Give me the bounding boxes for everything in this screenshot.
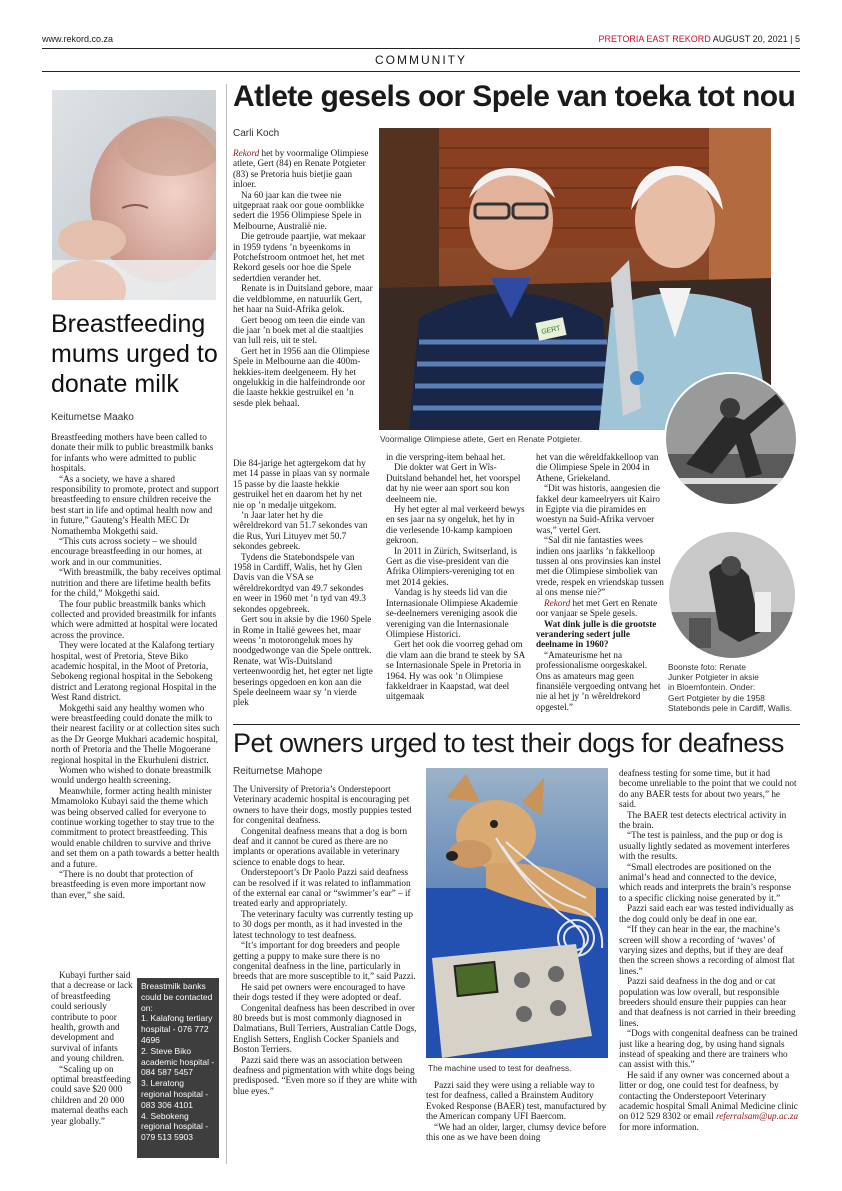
article1-paragraph: Vandag is hy steeds lid van die Internasionale Olimpiese Akademie se-deelnemers vereniging asook die vereniging van die Internasionale Olimpiese Historici. — [386, 587, 518, 639]
paragraph-text: het by voormalige Olimpiese atlete, Gert (84) en Renate Potgieter (83) se Pretoria huis bietjie gaan inloer. — [233, 148, 369, 190]
breastmilk-bank-contacts — [137, 978, 219, 1158]
article1-paragraph: Gert beoog om teen die einde van die jaar ’n boek met al die staaltjies van lull reis, uit te stel. — [233, 314, 365, 346]
article2-paragraph: Pazzi said deafness in the dog and or cat population was low overall, but responsible breeders should ensure their puppies can hear and that deafness is not carried in their breeding lines. — [619, 976, 796, 1028]
article1-paragraph: Na 60 jaar kan die twee nie uitgepraat raak oor goue oomblikke sedert die 1956 Olimpiese Spele in Melbourne, Australië nie. — [233, 189, 365, 231]
infobox-line: 2. Steve Biko academic hospital - 084 587 5457 — [141, 1045, 215, 1078]
sidebar-paragraph: Mokgethi said any healthy women who were breastfeeding could donate the milk to their nearest facility or at collection sites such as the Dr George Mukhari academic hospital, north of Pretoria and the Thelle Mogoerane regional hospital in the Ekurhuleni district. — [51, 702, 220, 765]
sidebar-paragraph: Breastfeeding mothers have been called to donate their milk to public breastmilk banks for infants who were admitted to public hospitals. — [51, 432, 214, 474]
rekord-lead: Rekord — [233, 148, 260, 158]
article1-paragraph: Die getroude paartjie, wat mekaar in 1959 tydens ’n byeenkoms in Potchefstroom ontmoet het, het met Rekord gesels oor hoe die Spele sedertdien verander het. — [233, 231, 366, 283]
article1-headline: Atlete gesels oor Spele van toeka tot nou — [233, 80, 796, 113]
website-url: www.rekord.co.za — [42, 34, 114, 44]
article1-paragraph: in die verspring-item behaal het. — [386, 452, 506, 462]
couple-photo-caption: Voormalige Olimpiese atlete, Gert en Renate Potgieter. — [380, 434, 583, 444]
dog-deafness-test-photo — [426, 768, 608, 1058]
article1-paragraph: Hy het egter al mal verkeerd bewys en ses jaar na sy ongeluk, het hy in die verlesende 10-kamp kampioen gekroon. — [386, 504, 525, 546]
sidebar-paragraph: Women who wished to donate breastmilk would undergo health screening. — [51, 765, 212, 786]
article2-paragraph: “We had an older, larger, clumsy device before this one as we have been doing — [426, 1121, 607, 1143]
article2-paragraph: “Small electrodes are positioned on the animal’s head and connected to the device, which reads and interprets the brain’s response to a specific clicking noise generated by it.” — [619, 861, 791, 903]
rekord-lead: Rekord — [544, 597, 571, 608]
paragraph-text: for more information. — [619, 1121, 699, 1132]
article2-paragraph: The BAER test detects electrical activity in the brain. — [619, 809, 787, 831]
masthead-separator: | — [790, 34, 793, 44]
sidebar-headline: Breastfeeding mums urged to donate milk — [51, 310, 218, 398]
article1-col2 — [233, 458, 373, 720]
column-divider — [226, 84, 227, 1164]
caption-line: Junker Potgieter in aksie — [668, 672, 759, 683]
article1-paragraph — [536, 598, 664, 619]
article1-paragraph: Gert het in 1956 aan die Olimpiese Spele in Melbourne aan die 400m-hekkies-item deelgeneem. Hy het ongelukkig in die halfeindronde oor die laaste hekkie gestruikel en ’n sesde plek behaal. — [233, 345, 370, 408]
issue-date: AUGUST 20, 2021 — [712, 34, 788, 44]
publication-name: PRETORIA EAST REKORD — [598, 34, 711, 44]
article1-paragraph: het van die wêreldfakkelloop van die Olimpiese Spele in 2004 in Athene, Griekeland. — [536, 452, 659, 483]
question-text: Wat dink julle is die grootste verandering sedert julle deelname in 1960? — [536, 618, 657, 650]
article2-paragraph: “The test is painless, and the pup or dog is usually lightly sedated as movement interferes with the results. — [619, 830, 790, 862]
masthead-right — [599, 34, 800, 44]
article2-paragraph — [619, 1070, 799, 1132]
caption-line: in Bloemfontein. Onder: — [668, 682, 756, 693]
page-number: 5 — [794, 34, 800, 44]
paragraph-text: He said if any owner was concerned about a litter or dog, one could test for deafness, by contacting the Onderstepoort Veterinary academic hospital Small Animal Medicine clinic on 012 529 8302 or email — [619, 1069, 798, 1122]
article2-byline: Reitumetse Mahope — [233, 766, 323, 777]
article2-paragraph: The veterinary faculty was currently testing up to 30 dogs per month, as it had invested in the latest technology to test deafness. — [233, 908, 413, 940]
article2-col3 — [619, 768, 799, 1160]
article1-paragraph: “Amateurisme het na professionalisme oorgeskakel. Ons as amateurs mag geen finansiële vergoeding ontvang het nie al het jy ’n wêreldrekord opgestel.” — [536, 649, 661, 712]
article-divider — [233, 724, 800, 725]
sidebar-paragraph: “This cuts across society – we should encourage breastfeeding in our homes, at work and in our communities. — [51, 536, 203, 567]
sidebar-paragraph: “There is no doubt that protection of breastfeeding is even more important now than ever,” she said. — [51, 869, 206, 900]
name-tag-label: GERT — [540, 325, 562, 336]
baby-photo — [52, 90, 216, 300]
sidebar-paragraph: “Scaling up on optimal breastfeeding could save $20 000 children and 20 000 maternal deaths each year globally.” — [51, 1063, 131, 1126]
article2-headline: Pet owners urged to test their dogs for deafness — [233, 728, 784, 758]
section-label: COMMUNITY — [375, 53, 467, 67]
article1-col4 — [536, 452, 664, 720]
article2-paragraph: “If they can hear in the ear, the machine’s screen will show a recording of ‘waves’ of varying sizes and depths, but if they are deaf then the screen shows a recording of almost flat lines.” — [619, 924, 795, 976]
article2-paragraph: deafness testing for some time, but it had become unreliable to the point that we could not do any BAER tests for about two years,” he said. — [619, 768, 797, 810]
infobox-line: Breastmilk banks could be contacted on: — [141, 981, 213, 1013]
article2-paragraph: The University of Pretoria’s Onderstepoort Veterinary academic hospital is encouraging pet owners to have their dogs, mostly puppies tested for congenital deafness. — [233, 784, 412, 826]
paragraph-text: het met Gert en Renate oor vanjaar se Spele gesels. — [536, 597, 658, 619]
sidebar-paragraph: “As a society, we have a shared responsibility to promote, protect and support breastfeeding to ensure children receive the best start in life and optimal health now and in future,” Gauteng’s Health MEC Dr Nomathemba Mokgethi said. — [51, 473, 219, 536]
article1-col1 — [233, 148, 373, 458]
cardiff-inset-photo — [667, 530, 797, 660]
article1-paragraph: “Sal dit nie fantasties wees indien ons jaarliks ’n fakkelloop tussen al ons provinsies kan instel met die Olimpiese simboliek van vrede, respek en vriendskap tussen al ons mense nie?” — [536, 535, 664, 598]
sidebar-body-narrow — [51, 970, 133, 1158]
sidebar-paragraph: “With breastmilk, the baby receives optimal nutrition and there are lifetime health befits for the child,” Mokgethi said. — [51, 567, 221, 599]
article1-byline: Carli Koch — [233, 128, 280, 139]
interview-question — [536, 619, 664, 650]
article1-col3 — [386, 452, 526, 720]
article1-paragraph: Gert het ook die voorreg gehad om die vlam aan die brand te steek by SA se Internasionale Spele in Pretoria in 1964. Hy was ook ’n Olimpiese fakkeldraer in Kaapstad, wat deel uitgemaak — [386, 639, 525, 702]
article2-paragraph: Congenital deafness has been described in over 80 breeds but is most commonly diagnosed in Dalmatians, Bull Terriers, Australian Cattle Dogs, English Setters, English Cocker Spaniels and Boston Terriers. — [233, 1002, 417, 1055]
article2-paragraph: Onderstepoort’s Dr Paolo Pazzi said deafness can be resolved if it was related to inflammation of the external ear canal or “swimmer’s ear” – if treated early and appropriately. — [233, 867, 411, 909]
article1-paragraph: Gert sou in aksie by die 1960 Spele in Rome in Italië gewees het, maar weens ’n motorongeluk moes hy noodgedwonge van die Spele onttrek. Renate, wat Wîs-Duitsland verteenwoordig het, het egter net ligte beserings opgedoen en kon aan die Spele deelneem waar sy ’n vierde plek — [233, 614, 373, 708]
sidebar-paragraph: The four public breastmilk banks which collected and provided breastmilk for infants which were admitted at hospital were located across the province. — [51, 598, 218, 640]
article1-paragraph: In 2011 in Zürich, Switserland, is Gert as die vise-president van die Afrika Olimpiers-vereniging tot en met 2014 gekies. — [386, 545, 517, 587]
article1-paragraph: Die 84-jarige het agtergekom dat hy met 14 passe in plaas van sy normale 15 passe by die laaste hekkie gestruikel het en daarom het hy net nie op ’n medalje uitgekom. — [233, 458, 370, 510]
article2-col2 — [426, 1080, 608, 1160]
article2-paragraph: “Dogs with congenital deafness can be trained just like a hearing dog, by using hand signals instead of speaking and there are trainers who can assist with this.” — [619, 1028, 798, 1070]
infobox-line: 4. Sebokeng regional hospital - 079 513 5903 — [141, 1110, 209, 1143]
article1-paragraph: “Dit was historis, aangesien die fakkel deur kameelryers uit Kairo in Egipte via die piramides en woestyn na Suid-Afrika vervoer was,” vertel Gert. — [536, 483, 661, 535]
article1-paragraph: Tydens die Statebondspele van 1958 in Cardiff, Walis, het hy Glen Davis van die VSA se wêreldrekordtyd van 49.7 sekondes en weer in 1960 met ’n tyd van 49.3 sekondes opgebreek. — [233, 551, 366, 614]
caption-line: Statebonds pele in Cardiff, Wallis. — [668, 702, 793, 713]
inset-photos-caption — [668, 662, 802, 713]
article1-paragraph: ’n Jaar later het hy die wêreldrekord van 51.7 sekondes van die Rus, Yuri Lituyev met 50.7 sekondes gebreek. — [233, 510, 368, 552]
dog-photo-caption: The machine used to test for deafness. — [428, 1063, 572, 1073]
article2-paragraph: Pazzi said they were using a reliable way to test for deafness, called a Brainstem Auditory Evoked Response (BAER) test, manufactured by the American company UFI Baercom. — [426, 1080, 607, 1122]
article1-paragraph: Die dokter wat Gert in Wîs-Duitsland behandel het, het voorspel dat hy nie weer aan sport sou kon deelneem nie. — [386, 462, 521, 504]
article2-paragraph: Congenital deafness means that a dog is born deaf and it cannot be cured as there are no implants or operations available in veterinary science to enable dogs to hear. — [233, 825, 408, 867]
hurdles-inset-photo — [664, 372, 798, 506]
email-link[interactable]: referralsam@up.ac.za — [715, 1111, 799, 1122]
infobox-line: 3. Leratong regional hospital - 083 306 4101 — [141, 1078, 209, 1110]
sidebar-paragraph: They were located at the Kalafong tertiary hospital, west of Pretoria, Steve Biko academic hospital, in the Moot of Pretoria, Sebokeng regional hospital in the Sebokeng district and Leratong regional Hospital in the West Rand district. — [51, 640, 217, 703]
sidebar-paragraph: Meanwhile, former acting health minister Mmamoloko Kubayi said the theme which was being observed called for everyone to continue working together to stay true to the commitment to protect breastfeeding. This would enable children to survive and thrive and set them on a path towards a better health and a future. — [51, 785, 220, 869]
article2-paragraph: “It’s important for dog breeders and people getting a puppy to make sure there is no congenital deafness in the line, particularly in breeds that are more susceptible to it,” said Pazzi. — [233, 940, 416, 982]
sidebar-byline: Keitumetse Maako — [51, 412, 134, 423]
caption-line: Boonste foto: Renate — [668, 662, 746, 672]
sidebar-body — [51, 432, 221, 970]
sidebar-paragraph: Kubayi further said that a decrease or lack of breastfeeding could seriously contribute to poor health, growth and development and survival of infants and young children. — [51, 970, 133, 1064]
infobox-line: 1. Kalafong tertiary hospital - 076 772 4696 — [141, 1013, 213, 1045]
article1-paragraph: Renate is in Duitsland gebore, maar die veldblomme, en natuurlik Gert, het haar na Suid-Afrika gelok. — [233, 283, 373, 315]
article2-paragraph: Pazzi said there was an association between deafness and pigmentation with white dogs being predisposed. “Even more so if they are white with blue eyes.” — [233, 1054, 417, 1096]
article2-col1 — [233, 784, 419, 1156]
section-bar — [42, 48, 800, 72]
article1-paragraph — [233, 148, 373, 190]
caption-line: Gert Potgieter by die 1958 — [668, 692, 765, 703]
article2-paragraph: Pazzi said each ear was tested individually as the dog could only be deaf in one ear. — [619, 903, 794, 924]
article2-paragraph: He said pet owners were encouraged to have their dogs tested if they were adopted or deaf. — [233, 981, 406, 1003]
